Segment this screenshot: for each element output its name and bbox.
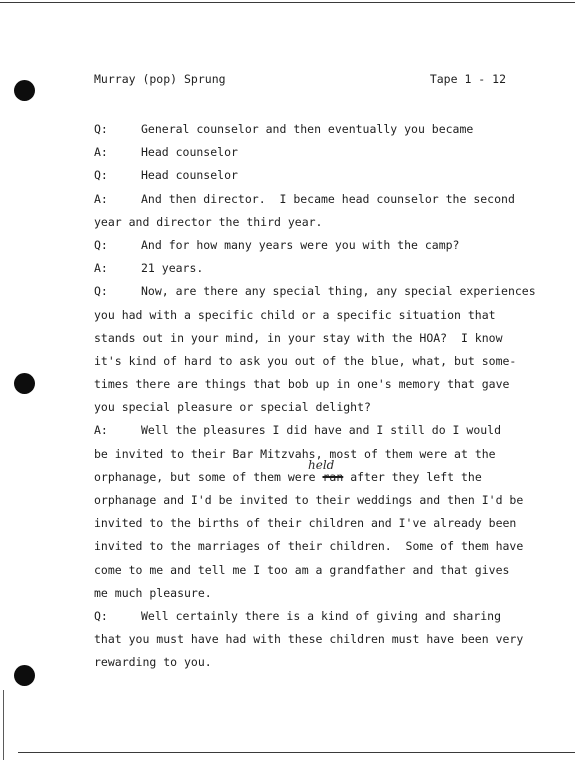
transcript-line — [94, 607, 534, 630]
transcript-line — [94, 282, 534, 305]
line-text: invited to the births of their children and I've already been — [94, 516, 517, 531]
page-left-edge — [3, 690, 4, 760]
transcript-line — [94, 306, 534, 329]
transcript-line — [94, 190, 534, 213]
line-text: And for how many years were you with the camp? — [141, 237, 460, 252]
page-bottom-edge — [18, 752, 575, 753]
transcript-line — [94, 329, 534, 352]
line-text: And then director. I became head counselor the second — [141, 191, 515, 206]
speaker-label: Q: — [94, 237, 108, 252]
line-text: that you must have had with these children must have been very — [94, 632, 524, 647]
line-text: you special pleasure or special delight? — [94, 400, 371, 415]
transcript-line — [94, 259, 534, 282]
handwritten-comma-mark: , — [315, 446, 323, 461]
transcript-body — [94, 120, 534, 677]
line-text: Now, are there any special thing, any special experiences — [141, 284, 536, 299]
transcript-line — [94, 537, 534, 560]
punch-hole-middle — [14, 373, 35, 394]
line-text: year and director the third year. — [94, 214, 323, 229]
line-text: 21 years. — [141, 261, 204, 276]
interviewee-name: Murray (pop) Sprung — [94, 72, 226, 86]
handwritten-correction: held — [308, 457, 335, 472]
speaker-label: A: — [94, 261, 108, 276]
line-text: Well the pleasures I did have and I still do I would — [141, 423, 502, 438]
line-text: be invited to their Bar Mitzvahs — [94, 446, 316, 461]
line-text: it's kind of hard to ask you out of the blue, what, but some- — [94, 353, 517, 368]
transcript-line — [94, 398, 534, 421]
punch-hole-top — [14, 80, 35, 101]
transcript-line — [94, 213, 534, 236]
transcript-line — [94, 514, 534, 537]
line-text: Head counselor — [141, 168, 238, 183]
punch-hole-bottom — [14, 665, 35, 686]
line-text: invited to the marriages of their children. Some of them have — [94, 539, 524, 554]
speaker-label: Q: — [94, 608, 108, 623]
transcript-line — [94, 421, 534, 444]
speaker-label: A: — [94, 423, 108, 438]
transcript-line — [94, 584, 534, 607]
line-text: orphanage and I'd be invited to their weddings and then I'd be — [94, 493, 524, 507]
line-text: you had with a specific child or a specific situation that — [94, 307, 496, 322]
line-text: Head counselor — [141, 145, 238, 160]
speaker-label: Q: — [94, 122, 108, 136]
transcript-line — [94, 561, 534, 584]
struck-through-word: ran — [322, 469, 344, 484]
page-header — [94, 70, 506, 124]
transcript-line — [94, 166, 534, 189]
line-text: come to me and tell me I too am a grandfather and that gives — [94, 562, 510, 577]
transcript-line — [94, 653, 534, 676]
transcript-line — [94, 143, 534, 166]
line-text-continued: after they left the — [343, 469, 482, 484]
transcript-line — [94, 120, 534, 143]
transcript-line-with-correction — [94, 457, 534, 491]
tape-page-number: Tape 1 - 12 — [429, 72, 506, 86]
transcript-line — [94, 630, 534, 653]
line-text: me much pleasure. — [94, 585, 212, 600]
transcript-line — [94, 375, 534, 398]
speaker-label: Q: — [94, 168, 108, 183]
transcript-line — [94, 352, 534, 375]
speaker-label: Q: — [94, 284, 108, 299]
page-top-edge — [0, 2, 575, 3]
line-text: orphanage, but some of them were — [94, 469, 323, 484]
line-text: times there are things that bob up in one's memory that gave — [94, 377, 510, 392]
transcript-line — [94, 236, 534, 259]
line-text: Well certainly there is a kind of giving and sharing — [141, 608, 502, 623]
speaker-label: A: — [94, 145, 108, 160]
speaker-label: A: — [94, 191, 108, 206]
transcript-line — [94, 491, 534, 514]
line-text-continued: most of them were at the — [322, 446, 496, 461]
line-text: General counselor and then eventually you became — [141, 122, 474, 136]
line-text: stands out in your mind, in your stay with the HOA? I know — [94, 330, 503, 345]
line-text: rewarding to you. — [94, 655, 212, 670]
